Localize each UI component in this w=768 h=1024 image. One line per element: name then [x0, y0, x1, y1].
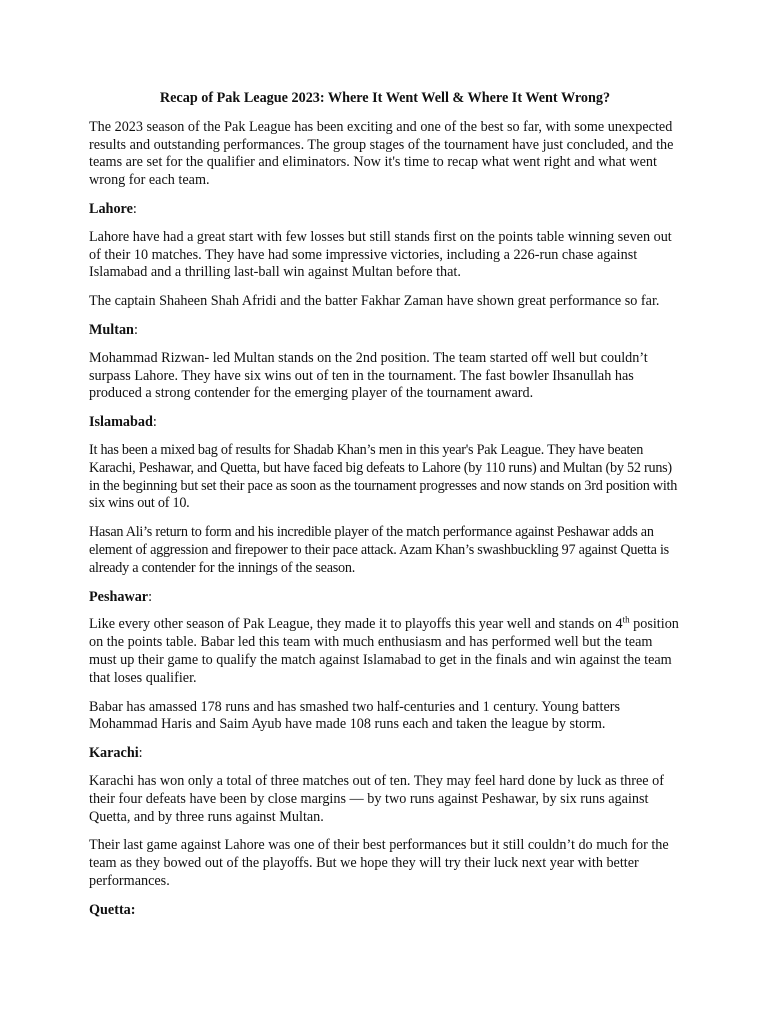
heading-colon: :: [133, 321, 138, 338]
heading-text: Karachi: [89, 745, 139, 762]
heading-colon: :: [148, 588, 153, 605]
section-heading-quetta: [89, 902, 681, 920]
ordinal-suffix: th: [622, 614, 630, 625]
heading-text: Multan: [89, 321, 134, 338]
section-heading-islamabad: [89, 414, 681, 432]
section-heading-lahore: [89, 201, 681, 219]
section-heading-karachi: [89, 745, 681, 763]
heading-colon: :: [132, 200, 137, 217]
section-heading-peshawar: [89, 589, 681, 607]
lahore-paragraph-2: The captain Shaheen Shah Afridi and the batter Fakhar Zaman have shown great performance so far.: [89, 293, 660, 310]
intro-paragraph: The 2023 season of the Pak League has been exciting and one of the best so far, with some unexpected results and outstanding performances. The group stages of the tournament have just concluded, and the teams are set for the qualifier and eliminators. Now it's time to recap what went right and what went wrong for each team.: [89, 118, 674, 189]
text-span: Like every other season of Pak League, they made it to playoffs this year well and stands on 4: [89, 616, 623, 633]
islamabad-paragraph-2: Hasan Ali’s return to form and his incredible player of the match performance against Peshawar adds an element of aggression and firepower to their pace attack. Azam Khan’s swashbuckling 97 against Quetta is already a contender for the innings of the season.: [89, 524, 669, 576]
heading-text: Islamabad: [89, 414, 153, 431]
heading-text: Peshawar: [89, 588, 149, 605]
karachi-paragraph-1: Karachi has won only a total of three matches out of ten. They may feel hard done by luck as three of their four defeats have been by close margins — by two runs against Peshawar, by six runs against Quetta, and by three runs against Multan.: [89, 772, 664, 825]
heading-colon: :: [138, 745, 143, 762]
lahore-paragraph-1: Lahore have had a great start with few losses but still stands first on the points table winning seven out of their 10 matches. They have had some impressive victories, including a 226-run chase against Islamabad and a thrilling last-ball win against Multan before that.: [89, 228, 672, 281]
document-title: Recap of Pak League 2023: Where It Went Well & Where It Went Wrong?: [159, 90, 611, 106]
section-heading-multan: [89, 322, 681, 340]
heading-text: Quetta:: [89, 901, 136, 918]
heading-colon: :: [152, 414, 157, 431]
document-page: [89, 90, 681, 929]
heading-text: Lahore: [89, 200, 133, 217]
islamabad-paragraph-1: It has been a mixed bag of results for Shadab Khan’s men in this year's Pak League. They have beaten Karachi, Peshawar, and Quetta, but have faced big defeats to Lahore (by 110 runs) and Multan (by 52 runs) in the beginning but set their pace as soon as the tournament progresses and now stands on 3rd position with six wins out of 10.: [89, 441, 678, 512]
karachi-paragraph-2: Their last game against Lahore was one of their best performances but it still couldn’t do much for the team as they bowed out of the playoffs. But we hope they will try their luck next year with better performances.: [89, 837, 669, 889]
peshawar-paragraph-2: Babar has amassed 178 runs and has smashed two half-centuries and 1 century. Young batters Mohammad Haris and Saim Ayub have made 108 runs each and taken the league by storm.: [89, 698, 620, 733]
peshawar-paragraph-1: [89, 616, 681, 687]
multan-paragraph-1: Mohammad Rizwan- led Multan stands on the 2nd position. The team started off well but couldn’t surpass Lahore. They have six wins out of ten in the tournament. The fast bowler Ihsanullah has produced a strong contender for the emerging player of the tournament award.: [89, 349, 648, 402]
text-span: position on the points table. Babar led this team with much enthusiasm and has performed well but the team must up their game to qualify the match against Islamabad to get in the finals and win against the team that loses qualifier.: [89, 616, 679, 686]
